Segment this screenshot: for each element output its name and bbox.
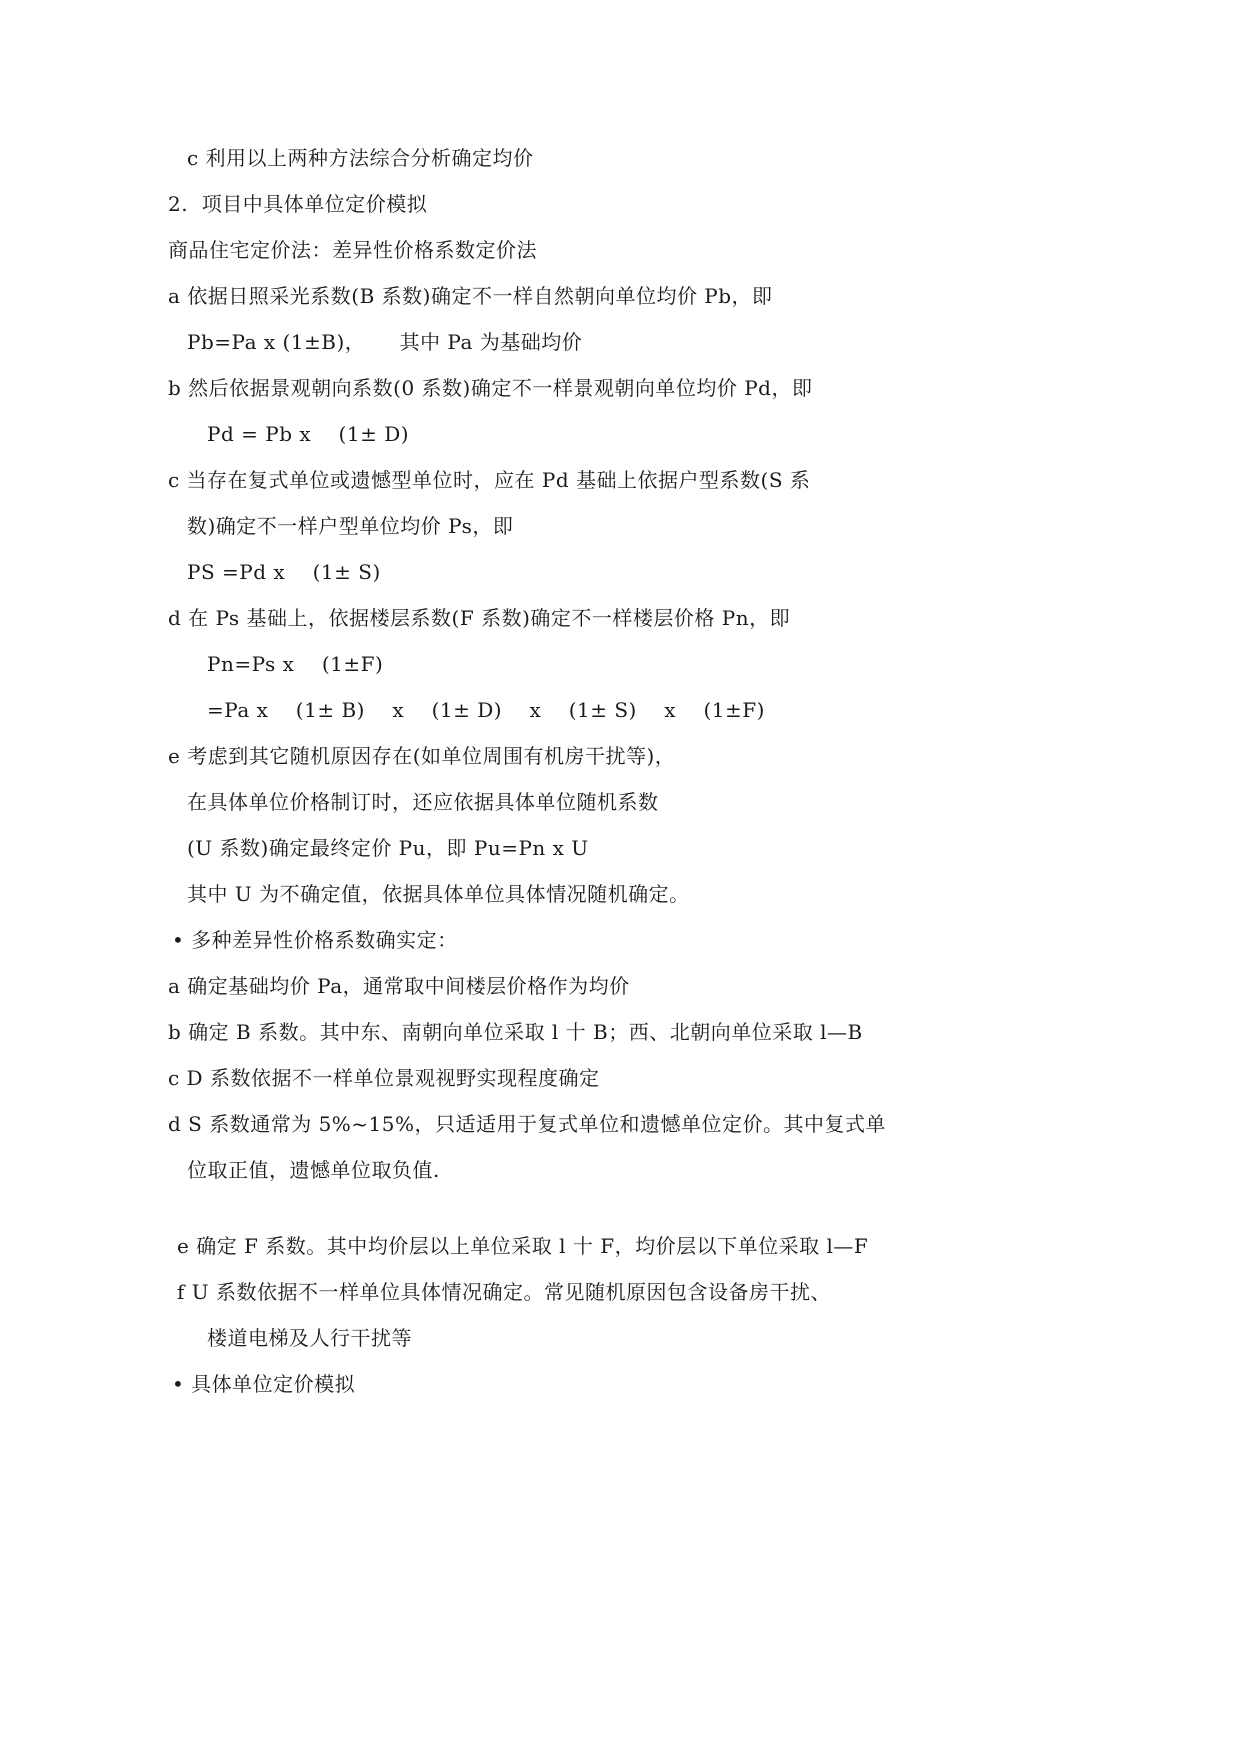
- text-line-23: 位取正值，遗憾单位取负值.: [187, 1158, 440, 1182]
- bullet-heading-1: • 多种差异性价格系数确实定：: [172, 928, 458, 952]
- formula-line-pn: Pn=Ps x (1±F): [207, 652, 384, 676]
- text-line-4: a 依据日照采光系数(B 系数)确定不一样自然朝向单位均价 Pb，即: [168, 284, 773, 308]
- formula-line-pd: Pd = Pb x (1± D): [207, 422, 410, 446]
- text-line-21: c D 系数依据不一样单位景观视野实现程度确定: [168, 1066, 600, 1090]
- text-line-14: e 考虑到其它随机原因存在(如单位周围有机房干扰等)，: [168, 744, 676, 768]
- formula-line-ps: PS =Pd x (1± S): [187, 560, 381, 584]
- text-line-19: a 确定基础均价 Pa，通常取中间楼层价格作为均价: [168, 974, 630, 998]
- bullet-heading-2: • 具体单位定价模拟: [172, 1372, 356, 1396]
- text-line-22: d S 系数通常为 5%~15%，只适适用于复式单位和遗憾单位定价。其中复式单: [168, 1112, 887, 1136]
- text-line-8: c 当存在复式单位或遗憾型单位时，应在 Pd 基础上依据户型系数(S 系: [168, 468, 811, 492]
- text-line-15: 在具体单位价格制订时，还应依据具体单位随机系数: [187, 790, 659, 814]
- text-line-16: (U 系数)确定最终定价 Pu，即 Pu=Pn x U: [187, 836, 589, 860]
- section-heading: 2. 项目中具体单位定价模拟: [168, 192, 428, 216]
- formula-line-pn-expanded: =Pa x (1± B) x (1± D) x (1± S) x (1±F): [207, 698, 765, 722]
- text-line-1: c 利用以上两种方法综合分析确定均价: [187, 146, 534, 170]
- text-line-26: 楼道电梯及人行干扰等: [207, 1326, 412, 1350]
- text-line-3: 商品住宅定价法：差异性价格系数定价法: [168, 238, 537, 262]
- text-line-17: 其中 U 为不确定值，依据具体单位具体情况随机确定。: [187, 882, 690, 906]
- text-line-6: b 然后依据景观朝向系数(0 系数)确定不一样景观朝向单位均价 Pd，即: [168, 376, 813, 400]
- text-line-25: f U 系数依据不一样单位具体情况确定。常见随机原因包含设备房干扰、: [177, 1280, 831, 1304]
- text-line-11: d 在 Ps 基础上，依据楼层系数(F 系数)确定不一样楼层价格 Pn，即: [168, 606, 791, 630]
- text-line-24: e 确定 F 系数。其中均价层以上单位采取 l 十 F，均价层以下单位采取 l—F: [177, 1234, 869, 1258]
- formula-line-pb: Pb=Pa x (1±B)， 其中 Pa 为基础均价: [187, 330, 583, 354]
- text-line-9: 数)确定不一样户型单位均价 Ps，即: [187, 514, 514, 538]
- text-line-20: b 确定 B 系数。其中东、南朝向单位采取 l 十 B；西、北朝向单位采取 l—B: [168, 1020, 863, 1044]
